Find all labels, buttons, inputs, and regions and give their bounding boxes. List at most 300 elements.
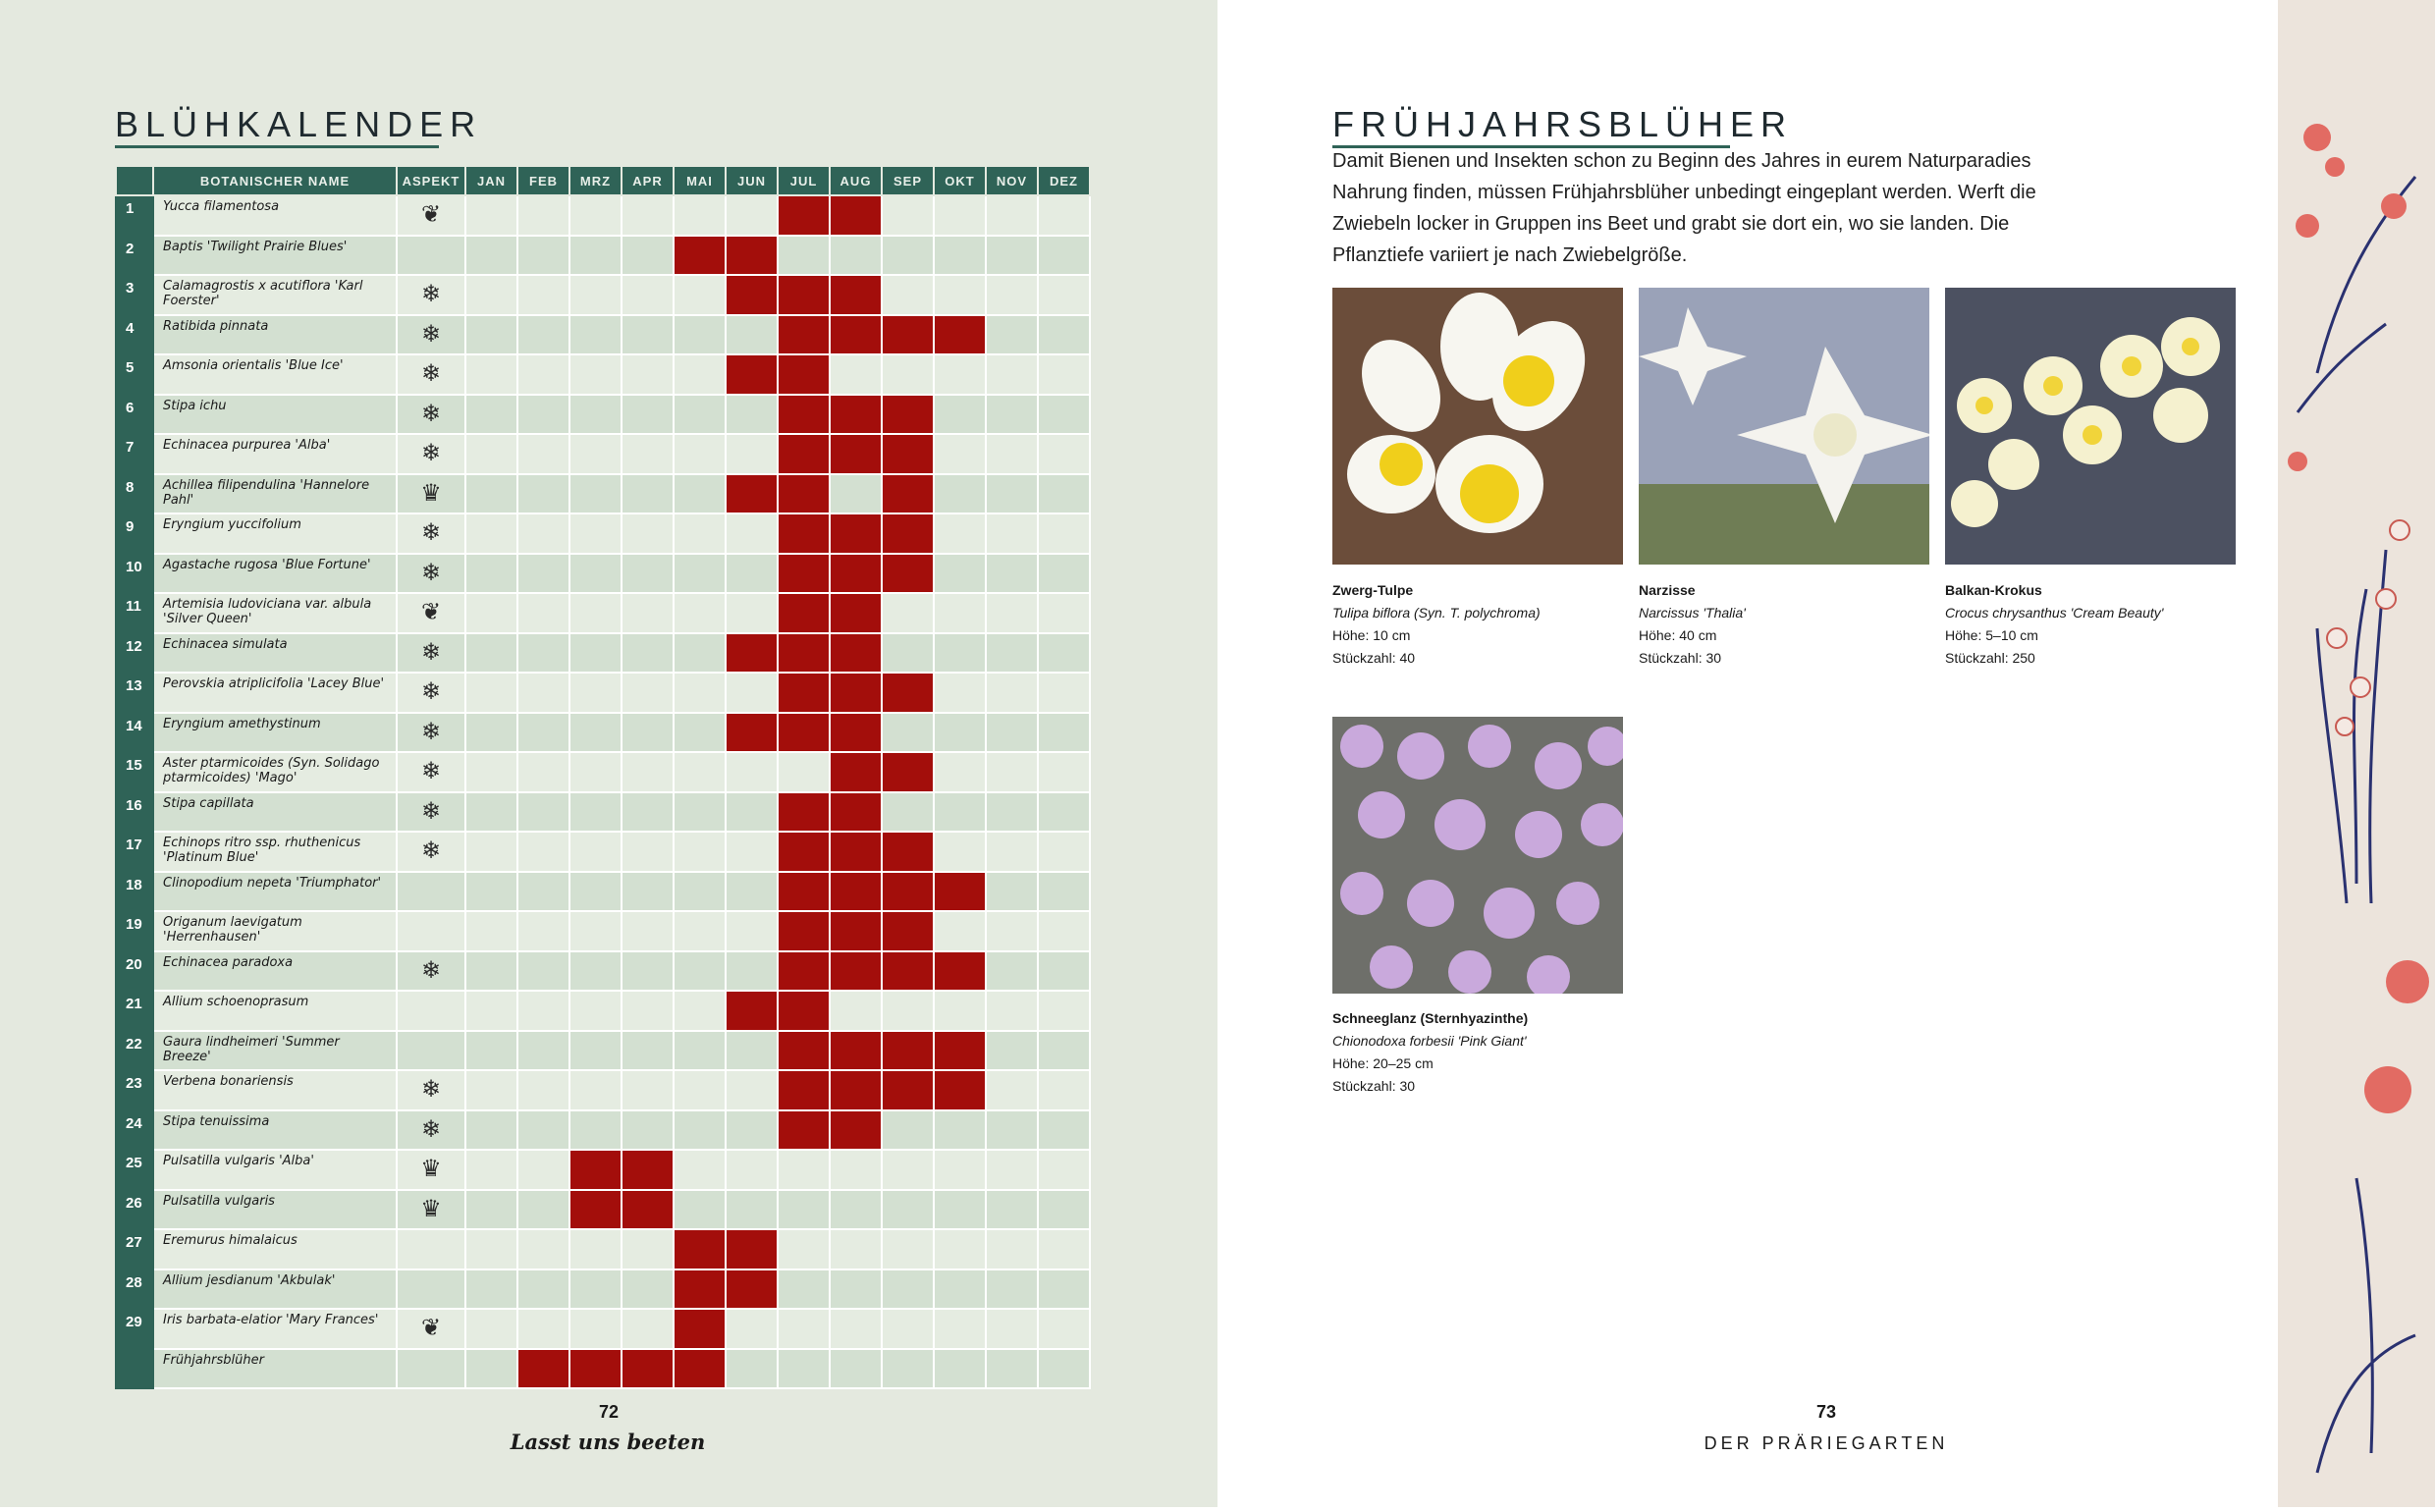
empty-cell bbox=[465, 752, 517, 792]
empty-cell bbox=[465, 593, 517, 633]
empty-cell bbox=[934, 195, 986, 236]
empty-cell bbox=[830, 991, 882, 1031]
plant-name: Verbena bonariensis bbox=[153, 1070, 397, 1110]
bloom-cell bbox=[569, 1150, 622, 1190]
snowflake-icon: ❄ bbox=[397, 354, 465, 395]
running-title-left: Lasst uns beeten bbox=[510, 1430, 706, 1454]
bloom-cell bbox=[830, 713, 882, 753]
empty-cell bbox=[569, 713, 622, 753]
page-number-left: 72 bbox=[598, 1402, 620, 1422]
empty-cell bbox=[517, 872, 569, 912]
bloom-cell bbox=[778, 832, 830, 872]
empty-cell bbox=[674, 513, 726, 554]
empty-cell bbox=[934, 792, 986, 833]
empty-cell bbox=[830, 354, 882, 395]
bloom-cell bbox=[778, 792, 830, 833]
empty-cell bbox=[986, 872, 1038, 912]
empty-cell bbox=[465, 554, 517, 594]
empty-cell bbox=[622, 434, 674, 474]
table-row bbox=[116, 1150, 1090, 1190]
row-number: 25 bbox=[116, 1150, 153, 1190]
table-header-row bbox=[116, 166, 1090, 195]
bloom-cell bbox=[882, 554, 934, 594]
heading-underline bbox=[115, 145, 439, 148]
empty-cell bbox=[517, 195, 569, 236]
empty-cell bbox=[1038, 554, 1090, 594]
bloom-cell bbox=[830, 872, 882, 912]
empty-cell bbox=[674, 315, 726, 355]
header-number bbox=[116, 166, 153, 195]
crown-icon: ♛ bbox=[397, 1190, 465, 1230]
empty-cell bbox=[1038, 513, 1090, 554]
empty-cell bbox=[726, 434, 778, 474]
bloom-cell bbox=[778, 554, 830, 594]
bloom-cell bbox=[882, 315, 934, 355]
intro-paragraph: Damit Bienen und Insekten schon zu Beginn des Jahres in eurem Naturparadies Nahrung finden, müssen Frühjahrsblüher unbedingt eingeplant werden. Werft die Zwiebeln locker in Gruppen ins Beet und grabt sie dort ein, wo sie landen. Die Pflanztiefe variiert je nach Zwiebelgröße. bbox=[1332, 150, 2036, 266]
plant-name: Stipa ichu bbox=[153, 395, 397, 435]
snowflake-icon: ❄ bbox=[397, 752, 465, 792]
empty-cell bbox=[934, 752, 986, 792]
empty-cell bbox=[465, 236, 517, 276]
plant-name: Agastache rugosa 'Blue Fortune' bbox=[153, 554, 397, 594]
empty-cell bbox=[517, 275, 569, 315]
bloom-cell bbox=[778, 474, 830, 514]
caption-height: Höhe: 5–10 cm bbox=[1945, 627, 2038, 643]
empty-cell bbox=[986, 315, 1038, 355]
empty-cell bbox=[622, 1229, 674, 1269]
empty-cell bbox=[882, 1349, 934, 1389]
caption-count: Stückzahl: 30 bbox=[1332, 1078, 1416, 1094]
row-number: 9 bbox=[116, 513, 153, 554]
bloom-cell bbox=[830, 752, 882, 792]
header-apr: APR bbox=[622, 166, 674, 195]
empty-cell bbox=[517, 513, 569, 554]
snowflake-icon: ❄ bbox=[397, 395, 465, 435]
bloom-cell bbox=[778, 1110, 830, 1151]
caption-schneeglanz bbox=[1332, 1007, 1627, 1098]
row-number: 3 bbox=[116, 275, 153, 315]
bloom-cell bbox=[778, 434, 830, 474]
table-row bbox=[116, 354, 1090, 395]
bloom-cell bbox=[830, 1070, 882, 1110]
empty-cell bbox=[726, 1031, 778, 1071]
plant-name: Pulsatilla vulgaris 'Alba' bbox=[153, 1150, 397, 1190]
empty-cell bbox=[986, 1150, 1038, 1190]
empty-cell bbox=[569, 315, 622, 355]
empty-cell bbox=[1038, 354, 1090, 395]
empty-cell bbox=[986, 1110, 1038, 1151]
bloom-cell bbox=[882, 872, 934, 912]
bloom-cell bbox=[830, 1031, 882, 1071]
snowflake-icon: ❄ bbox=[397, 554, 465, 594]
table-row bbox=[116, 911, 1090, 951]
row-number: 27 bbox=[116, 1229, 153, 1269]
empty-cell bbox=[986, 1031, 1038, 1071]
bloom-cell bbox=[830, 911, 882, 951]
bloom-cell bbox=[934, 872, 986, 912]
empty-cell bbox=[674, 872, 726, 912]
empty-cell bbox=[465, 434, 517, 474]
plant-name: Eryngium yuccifolium bbox=[153, 513, 397, 554]
empty-cell bbox=[1038, 1309, 1090, 1349]
empty-cell bbox=[465, 1229, 517, 1269]
empty-cell bbox=[622, 752, 674, 792]
bloom-cell bbox=[778, 513, 830, 554]
empty-cell bbox=[986, 434, 1038, 474]
empty-cell bbox=[778, 1349, 830, 1389]
plant-name: Baptis 'Twilight Prairie Blues' bbox=[153, 236, 397, 276]
plant-name: Eryngium amethystinum bbox=[153, 713, 397, 753]
empty-cell bbox=[517, 1229, 569, 1269]
empty-cell bbox=[465, 1190, 517, 1230]
empty-cell bbox=[569, 275, 622, 315]
snowflake-icon: ❄ bbox=[397, 673, 465, 713]
empty-cell bbox=[622, 593, 674, 633]
row-number: 8 bbox=[116, 474, 153, 514]
bloom-cell bbox=[778, 275, 830, 315]
plant-name: Gaura lindheimeri 'Summer Breeze' bbox=[153, 1031, 397, 1071]
empty-cell bbox=[986, 1229, 1038, 1269]
empty-cell bbox=[622, 1309, 674, 1349]
empty-cell bbox=[986, 275, 1038, 315]
plant-name: Stipa capillata bbox=[153, 792, 397, 833]
empty-cell bbox=[569, 991, 622, 1031]
bloom-cell bbox=[830, 554, 882, 594]
empty-cell bbox=[726, 395, 778, 435]
empty-cell bbox=[1038, 1070, 1090, 1110]
bloom-cell bbox=[622, 1190, 674, 1230]
empty-cell bbox=[986, 354, 1038, 395]
empty-cell bbox=[674, 832, 726, 872]
snowflake-icon: ❄ bbox=[397, 951, 465, 992]
running-title-right: DER PRÄRIEGARTEN bbox=[1704, 1433, 1949, 1453]
empty-cell bbox=[622, 1269, 674, 1310]
empty-cell bbox=[622, 792, 674, 833]
photo-balkan-krokus bbox=[1945, 288, 2236, 565]
bloom-cell bbox=[830, 275, 882, 315]
bloom-cell bbox=[778, 872, 830, 912]
plant-name: Pulsatilla vulgaris bbox=[153, 1190, 397, 1230]
aspect-cell bbox=[397, 1031, 465, 1071]
empty-cell bbox=[569, 633, 622, 674]
empty-cell bbox=[934, 1229, 986, 1269]
snowflake-icon: ❄ bbox=[397, 1110, 465, 1151]
empty-cell bbox=[622, 395, 674, 435]
empty-cell bbox=[465, 1349, 517, 1389]
table-row bbox=[116, 315, 1090, 355]
table-row bbox=[116, 713, 1090, 753]
table-row bbox=[116, 1070, 1090, 1110]
empty-cell bbox=[986, 474, 1038, 514]
empty-cell bbox=[465, 713, 517, 753]
empty-cell bbox=[465, 872, 517, 912]
empty-cell bbox=[1038, 474, 1090, 514]
empty-cell bbox=[622, 554, 674, 594]
empty-cell bbox=[726, 752, 778, 792]
empty-cell bbox=[465, 1269, 517, 1310]
bloom-cell bbox=[934, 315, 986, 355]
empty-cell bbox=[882, 195, 934, 236]
empty-cell bbox=[726, 315, 778, 355]
header-feb: FEB bbox=[517, 166, 569, 195]
empty-cell bbox=[986, 554, 1038, 594]
empty-cell bbox=[674, 275, 726, 315]
bloom-cell bbox=[674, 1309, 726, 1349]
empty-cell bbox=[622, 872, 674, 912]
empty-cell bbox=[778, 1150, 830, 1190]
aspect-cell bbox=[397, 911, 465, 951]
empty-cell bbox=[622, 236, 674, 276]
crown-icon: ♛ bbox=[397, 1150, 465, 1190]
empty-cell bbox=[1038, 752, 1090, 792]
empty-cell bbox=[986, 195, 1038, 236]
photo-narzisse bbox=[1639, 288, 1929, 565]
empty-cell bbox=[726, 1309, 778, 1349]
empty-cell bbox=[986, 395, 1038, 435]
empty-cell bbox=[622, 1070, 674, 1110]
empty-cell bbox=[1038, 1269, 1090, 1310]
caption-botanical: Chionodoxa forbesii 'Pink Giant' bbox=[1332, 1033, 1527, 1049]
empty-cell bbox=[569, 1269, 622, 1310]
empty-cell bbox=[934, 911, 986, 951]
empty-cell bbox=[882, 1309, 934, 1349]
bloom-cell bbox=[830, 315, 882, 355]
empty-cell bbox=[726, 195, 778, 236]
empty-cell bbox=[882, 593, 934, 633]
empty-cell bbox=[830, 474, 882, 514]
empty-cell bbox=[622, 275, 674, 315]
table-row bbox=[116, 1309, 1090, 1349]
row-number: 20 bbox=[116, 951, 153, 992]
bloom-cell bbox=[830, 395, 882, 435]
empty-cell bbox=[674, 474, 726, 514]
empty-cell bbox=[569, 474, 622, 514]
empty-cell bbox=[934, 275, 986, 315]
empty-cell bbox=[986, 713, 1038, 753]
empty-cell bbox=[934, 713, 986, 753]
empty-cell bbox=[1038, 434, 1090, 474]
plant-name: Achillea filipendulina 'Hannelore Pahl' bbox=[153, 474, 397, 514]
empty-cell bbox=[778, 1229, 830, 1269]
plant-name: Perovskia atriplicifolia 'Lacey Blue' bbox=[153, 673, 397, 713]
row-number: 13 bbox=[116, 673, 153, 713]
caption-balkan-krokus bbox=[1945, 579, 2240, 670]
header-aug: AUG bbox=[830, 166, 882, 195]
empty-cell bbox=[517, 911, 569, 951]
table-row bbox=[116, 792, 1090, 833]
bloom-cell bbox=[934, 1031, 986, 1071]
empty-cell bbox=[726, 513, 778, 554]
empty-cell bbox=[830, 236, 882, 276]
empty-cell bbox=[674, 395, 726, 435]
empty-cell bbox=[465, 395, 517, 435]
empty-cell bbox=[986, 1070, 1038, 1110]
empty-cell bbox=[569, 872, 622, 912]
empty-cell bbox=[830, 1229, 882, 1269]
empty-cell bbox=[674, 434, 726, 474]
table-row bbox=[116, 474, 1090, 514]
empty-cell bbox=[622, 195, 674, 236]
empty-cell bbox=[674, 354, 726, 395]
empty-cell bbox=[622, 713, 674, 753]
snowflake-icon: ❄ bbox=[397, 275, 465, 315]
table-row bbox=[116, 554, 1090, 594]
snowflake-icon: ❄ bbox=[397, 713, 465, 753]
empty-cell bbox=[986, 1349, 1038, 1389]
header-dez: DEZ bbox=[1038, 166, 1090, 195]
empty-cell bbox=[569, 1110, 622, 1151]
bloom-cell bbox=[726, 354, 778, 395]
bloom-cell bbox=[622, 1349, 674, 1389]
empty-cell bbox=[517, 395, 569, 435]
caption-count: Stückzahl: 40 bbox=[1332, 650, 1416, 666]
empty-cell bbox=[465, 354, 517, 395]
bloom-cell bbox=[830, 195, 882, 236]
row-number: 18 bbox=[116, 872, 153, 912]
header-jun: JUN bbox=[726, 166, 778, 195]
empty-cell bbox=[1038, 911, 1090, 951]
empty-cell bbox=[622, 832, 674, 872]
empty-cell bbox=[569, 673, 622, 713]
row-number: 7 bbox=[116, 434, 153, 474]
empty-cell bbox=[986, 832, 1038, 872]
empty-cell bbox=[778, 1190, 830, 1230]
empty-cell bbox=[986, 792, 1038, 833]
empty-cell bbox=[674, 673, 726, 713]
empty-cell bbox=[882, 1190, 934, 1230]
bloom-cell bbox=[778, 395, 830, 435]
caption-botanical: Tulipa biflora (Syn. T. polychroma) bbox=[1332, 605, 1541, 621]
empty-cell bbox=[882, 275, 934, 315]
header-aspekt: ASPEKT bbox=[397, 166, 465, 195]
plant-name: Aster ptarmicoides (Syn. Solidago ptarmicoides) 'Mago' bbox=[153, 752, 397, 792]
empty-cell bbox=[517, 713, 569, 753]
empty-cell bbox=[1038, 872, 1090, 912]
aspect-cell bbox=[397, 1269, 465, 1310]
table-row bbox=[116, 1349, 1090, 1389]
empty-cell bbox=[517, 1190, 569, 1230]
plant-name: Iris barbata-elatior 'Mary Frances' bbox=[153, 1309, 397, 1349]
photo-zwerg-tulpe bbox=[1332, 288, 1623, 565]
aspect-cell bbox=[397, 872, 465, 912]
empty-cell bbox=[674, 593, 726, 633]
empty-cell bbox=[830, 1150, 882, 1190]
caption-count: Stückzahl: 30 bbox=[1639, 650, 1722, 666]
empty-cell bbox=[1038, 792, 1090, 833]
leaf-icon: ❦ bbox=[397, 1309, 465, 1349]
bloom-cell bbox=[934, 951, 986, 992]
empty-cell bbox=[517, 832, 569, 872]
bloom-cell bbox=[778, 713, 830, 753]
bloom-cell bbox=[778, 1070, 830, 1110]
empty-cell bbox=[517, 792, 569, 833]
empty-cell bbox=[674, 633, 726, 674]
caption-title: Balkan-Krokus bbox=[1945, 582, 2042, 598]
empty-cell bbox=[986, 1190, 1038, 1230]
row-number: 23 bbox=[116, 1070, 153, 1110]
empty-cell bbox=[726, 673, 778, 713]
snowflake-icon: ❄ bbox=[397, 832, 465, 872]
bloom-cell bbox=[830, 673, 882, 713]
empty-cell bbox=[778, 236, 830, 276]
empty-cell bbox=[569, 832, 622, 872]
bloom-cell bbox=[726, 236, 778, 276]
table-row bbox=[116, 1229, 1090, 1269]
empty-cell bbox=[934, 593, 986, 633]
empty-cell bbox=[1038, 236, 1090, 276]
row-number: 12 bbox=[116, 633, 153, 674]
bloom-cell bbox=[882, 832, 934, 872]
row-number: 14 bbox=[116, 713, 153, 753]
empty-cell bbox=[569, 752, 622, 792]
empty-cell bbox=[465, 673, 517, 713]
row-number: 11 bbox=[116, 593, 153, 633]
empty-cell bbox=[986, 1309, 1038, 1349]
empty-cell bbox=[934, 513, 986, 554]
page-heading-bluehkalender: BLÜHKALENDER bbox=[115, 104, 483, 144]
empty-cell bbox=[517, 354, 569, 395]
snowflake-icon: ❄ bbox=[397, 513, 465, 554]
empty-cell bbox=[986, 236, 1038, 276]
empty-cell bbox=[674, 792, 726, 833]
table-row bbox=[116, 633, 1090, 674]
bloom-cell bbox=[726, 633, 778, 674]
empty-cell bbox=[622, 911, 674, 951]
empty-cell bbox=[726, 1190, 778, 1230]
empty-cell bbox=[517, 1309, 569, 1349]
empty-cell bbox=[1038, 195, 1090, 236]
bloom-cell bbox=[726, 1229, 778, 1269]
row-number: 21 bbox=[116, 991, 153, 1031]
row-number: 29 bbox=[116, 1309, 153, 1349]
empty-cell bbox=[726, 911, 778, 951]
empty-cell bbox=[726, 1150, 778, 1190]
snowflake-icon: ❄ bbox=[397, 434, 465, 474]
plant-name: Stipa tenuissima bbox=[153, 1110, 397, 1151]
plant-name: Artemisia ludoviciana var. albula 'Silver Queen' bbox=[153, 593, 397, 633]
empty-cell bbox=[726, 792, 778, 833]
empty-cell bbox=[674, 1190, 726, 1230]
empty-cell bbox=[622, 991, 674, 1031]
bloom-cell bbox=[726, 275, 778, 315]
empty-cell bbox=[1038, 1110, 1090, 1151]
bloom-cell bbox=[674, 1269, 726, 1310]
bloom-cell bbox=[882, 1070, 934, 1110]
empty-cell bbox=[674, 195, 726, 236]
table-row bbox=[116, 236, 1090, 276]
plant-name: Amsonia orientalis 'Blue Ice' bbox=[153, 354, 397, 395]
empty-cell bbox=[465, 315, 517, 355]
caption-zwerg-tulpe bbox=[1332, 579, 1627, 670]
aspect-cell bbox=[397, 991, 465, 1031]
empty-cell bbox=[465, 633, 517, 674]
empty-cell bbox=[569, 354, 622, 395]
empty-cell bbox=[1038, 275, 1090, 315]
empty-cell bbox=[934, 991, 986, 1031]
header-sep: SEP bbox=[882, 166, 934, 195]
row-number: 15 bbox=[116, 752, 153, 792]
empty-cell bbox=[882, 633, 934, 674]
empty-cell bbox=[882, 1269, 934, 1310]
empty-cell bbox=[465, 792, 517, 833]
table-row bbox=[116, 395, 1090, 435]
caption-count: Stückzahl: 250 bbox=[1945, 650, 2035, 666]
empty-cell bbox=[569, 951, 622, 992]
bloom-cell bbox=[830, 593, 882, 633]
empty-cell bbox=[778, 1309, 830, 1349]
empty-cell bbox=[934, 395, 986, 435]
plant-name: Frühjahrsblüher bbox=[153, 1349, 397, 1389]
